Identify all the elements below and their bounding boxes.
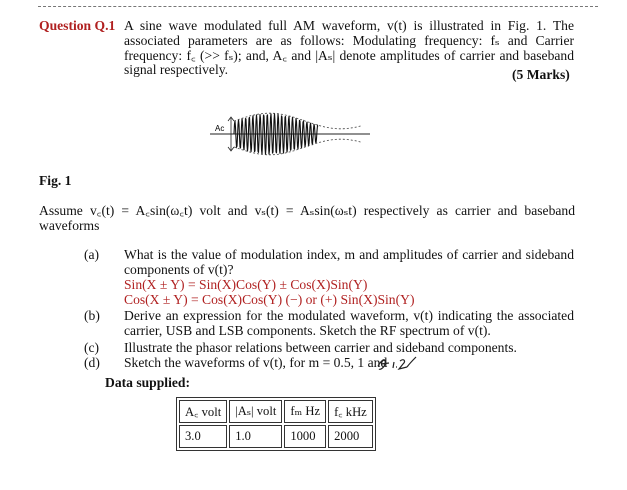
- header-carrier-amplitude: A꜀ volt: [179, 400, 227, 423]
- question-line-2: associated parameters are as follows: Modulating frequency: fₛ and Carrier: [124, 33, 574, 48]
- question-line-1: A sine wave modulated full AM waveform, v(t) is illustrated in Fig. 1. The: [124, 18, 574, 33]
- part-a-line-1: What is the value of modulation index, m and amplitudes of carrier and sideband: [124, 247, 574, 262]
- cell-baseband-amplitude: 1.0: [229, 425, 282, 448]
- table-header-row: [179, 400, 373, 423]
- part-a-line-2: components of v(t)?: [124, 262, 234, 277]
- figure-caption: Fig. 1: [39, 173, 72, 188]
- question-line-4: signal respectively.: [124, 62, 229, 77]
- header-carrier-frequency: f꜀ kHz: [328, 400, 373, 423]
- marks-label: (5 Marks): [512, 67, 570, 82]
- part-d-label: (d): [84, 355, 100, 370]
- data-supplied-title: Data supplied:: [105, 375, 190, 390]
- cell-carrier-frequency: 2000: [328, 425, 373, 448]
- question-line-3: frequency: f꜀ (>> fₛ); and, A꜀ and |Aₛ| denote amplitudes of carrier and baseband: [124, 48, 574, 63]
- header-baseband-amplitude: |Aₛ| volt: [229, 400, 282, 423]
- part-b-line-1: Derive an expression for the modulated waveform, v(t) indicating the associated: [124, 308, 574, 323]
- part-c-line: Illustrate the phasor relations between carrier and sideband components.: [124, 340, 517, 355]
- data-supplied-table: [176, 397, 376, 451]
- cell-modulating-frequency: 1000: [284, 425, 326, 448]
- header-modulating-frequency: fₘ Hz: [284, 400, 326, 423]
- hint-cos-identity: Cos(X ± Y) = Cos(X)Cos(Y) (−) or (+) Sin(X)Sin(Y): [124, 292, 415, 307]
- part-a-label: (a): [84, 247, 100, 262]
- part-b-line-2: carrier, USB and LSB components. Sketch the RF spectrum of v(t).: [124, 323, 491, 338]
- part-b-label: (b): [84, 308, 100, 323]
- assume-line-1: Assume v꜀(t) = A꜀sin(ω꜀t) volt and vₛ(t) = Aₛsin(ωₛt) respectively as carrier and baseband: [39, 203, 575, 218]
- cell-carrier-amplitude: 3.0: [179, 425, 227, 448]
- top-divider: [38, 6, 598, 7]
- question-label: Question Q.1: [39, 18, 116, 33]
- handwritten-scribble: [377, 355, 417, 373]
- assume-line-2: waveforms: [39, 218, 100, 233]
- amplitude-label: Ac: [215, 124, 225, 133]
- part-d-line: Sketch the waveforms of v(t), for m = 0.5, 1 and: [124, 355, 388, 370]
- am-waveform-figure: [210, 96, 370, 172]
- part-c-label: (c): [84, 340, 100, 355]
- hint-sin-identity: Sin(X ± Y) = Sin(X)Cos(Y) ± Cos(X)Sin(Y): [124, 277, 368, 292]
- table-row: [179, 425, 373, 448]
